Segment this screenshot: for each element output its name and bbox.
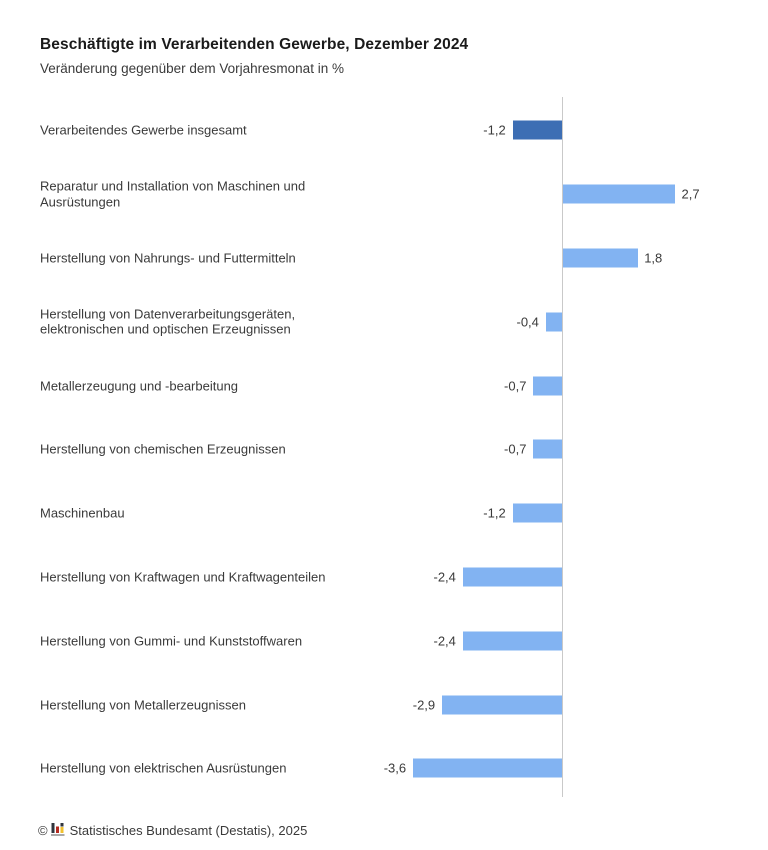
- category-label: Maschinenbau: [40, 505, 125, 521]
- category-label: Herstellung von Metallerzeugnissen: [40, 696, 246, 712]
- category-label: Herstellung von chemischen Erzeugnissen: [40, 441, 286, 457]
- bar: [442, 695, 562, 714]
- chart-row: [0, 673, 768, 737]
- bar: [463, 568, 563, 587]
- chart-row: [0, 290, 768, 354]
- bar: [563, 249, 638, 268]
- source-footer: [38, 821, 307, 839]
- chart-row: [0, 481, 768, 545]
- chart-row: [0, 354, 768, 418]
- bar: [533, 376, 562, 395]
- value-label: -3,6: [383, 760, 407, 776]
- category-label: Herstellung von Datenverarbeitungsgeräten, elektronischen und optischen Erzeugnissen: [40, 306, 296, 337]
- bar: [463, 631, 563, 650]
- category-label: Reparatur und Installation von Maschinen und Ausrüstungen: [40, 178, 306, 210]
- category-label: Herstellung von elektrischen Ausrüstungen: [40, 760, 287, 776]
- bar: [546, 312, 563, 331]
- chart-row: [0, 226, 768, 290]
- category-label: Herstellung von Nahrungs- und Futtermitteln: [40, 250, 296, 266]
- chart-title: Beschäftigte im Verarbeitenden Gewerbe, Dezember 2024: [40, 36, 469, 53]
- bar: [513, 504, 563, 523]
- chart-subtitle: Veränderung gegenüber dem Vorjahresmonat in %: [40, 61, 344, 76]
- bar: [563, 185, 675, 204]
- category-label: Herstellung von Gummi- und Kunststoffwaren: [40, 633, 303, 649]
- chart-row: [0, 162, 768, 226]
- destatis-logo-icon: [51, 822, 65, 840]
- value-label: -1,2: [483, 505, 506, 521]
- value-label: 2,7: [681, 186, 700, 202]
- category-label: Metallerzeugung und -bearbeitung: [40, 377, 239, 393]
- value-label: -1,2: [483, 122, 506, 138]
- chart-row: [0, 418, 768, 482]
- chart-row: [0, 737, 768, 801]
- chart-row: [0, 99, 768, 163]
- value-label: -0,4: [516, 314, 539, 330]
- value-label: -2,4: [433, 633, 456, 649]
- value-label: -0,7: [504, 441, 527, 457]
- copyright-symbol: ©: [38, 822, 48, 838]
- chart-row: [0, 609, 768, 673]
- category-label: Verarbeitendes Gewerbe insgesamt: [40, 122, 247, 138]
- value-label: -2,9: [412, 697, 436, 713]
- bar: [533, 440, 562, 459]
- category-label: Herstellung von Kraftwagen und Kraftwagenteilen: [40, 569, 326, 585]
- chart-rows: [0, 99, 768, 801]
- value-label: -2,4: [433, 569, 456, 585]
- value-label: -0,7: [504, 378, 527, 394]
- bar: [413, 759, 562, 778]
- value-label: 1,8: [644, 250, 663, 266]
- chart-row: [0, 545, 768, 609]
- bar: [513, 121, 563, 140]
- source-text: Statistisches Bundesamt (Destatis), 2025: [69, 822, 308, 838]
